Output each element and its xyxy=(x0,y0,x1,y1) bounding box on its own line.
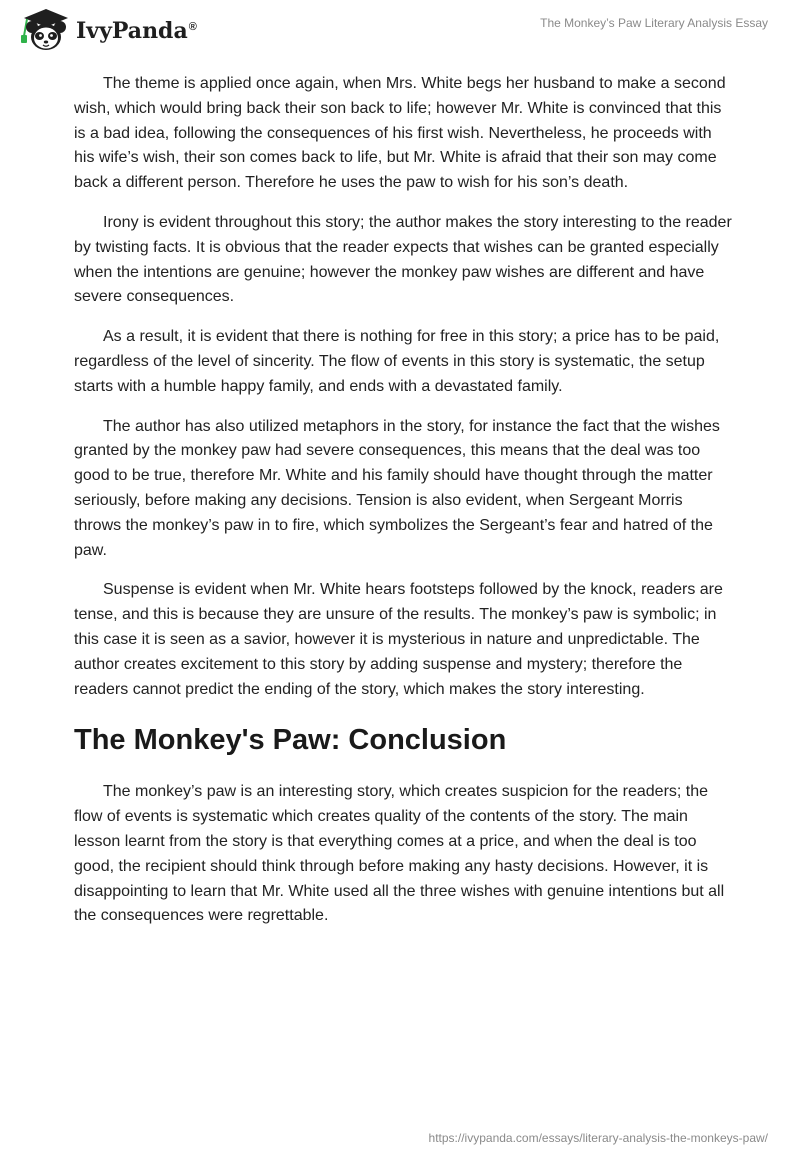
registered-mark: ® xyxy=(188,20,197,33)
source-url[interactable]: https://ivypanda.com/essays/literary-analysis-the-monkeys-paw/ xyxy=(428,1131,768,1145)
logo-wordmark xyxy=(76,18,197,44)
paragraph: The theme is applied once again, when Mrs. White begs her husband to make a second wish, which would bring back their son back to life; however Mr. White is convinced that this is a bad idea, following the consequences of his first wish. Nevertheless, he proceeds with his wife’s wish, their son comes back to life, but Mr. White is afraid that their son may come back a different person. Therefore he uses the paw to wish for his son’s death. xyxy=(74,75,726,192)
document-title: The Monkey’s Paw Literary Analysis Essay xyxy=(540,16,768,30)
paragraph: Suspense is evident when Mr. White hears footsteps followed by the knock, readers are tense, and this is because they are unsure of the results. The monkey’s paw is symbolic; in this case it is seen as a savior, however it is mysterious in nature and unpredictable. The author creates excitement to this story by adding suspense and mystery; therefore the readers cannot predict the ending of the story, which makes the story interesting. xyxy=(74,581,723,698)
panda-graduation-cap-icon xyxy=(14,6,76,54)
paragraph: Irony is evident throughout this story; the author makes the story interesting to the reader by twisting facts. It is obvious that the reader expects that wishes can be granted especially when the intentions are genuine; however the monkey paw wishes are different and have severe consequences. xyxy=(74,213,732,306)
page-header xyxy=(0,0,800,60)
logo-wordmark-text: IvyPanda xyxy=(76,18,188,44)
paragraph: The author has also utilized metaphors in the story, for instance the fact that the wishes granted by the monkey paw had severe consequences, this means that the deal was too good to be true, therefore Mr. White and his family should have thought through the matter seriously, before making any decisions. Tension is also evident, when Sergeant Morris throws the monkey’s paw in to fire, which symbolizes the Sergeant’s fear and hatred of the paw. xyxy=(74,417,720,559)
essay-content xyxy=(74,72,734,944)
ivypanda-logo[interactable] xyxy=(14,6,197,54)
paragraph: As a result, it is evident that there is nothing for free in this story; a price has to be paid, regardless of the level of sincerity. The flow of events in this story is systematic, the setup starts with a humble happy family, and ends with a devastated family. xyxy=(74,328,720,395)
section-heading: The Monkey's Paw: Conclusion xyxy=(74,724,507,757)
paragraph: The monkey’s paw is an interesting story, which creates suspicion for the readers; the flow of events is systematic which creates quality of the contents of the story. The main lesson learnt from the story is that everything comes at a price, and when the deal is too good, the recipient should think through before making any hasty decisions. However, it is disappointing to learn that Mr. White used all the three wishes with genuine intentions but all the consequences were regrettable. xyxy=(74,783,725,925)
